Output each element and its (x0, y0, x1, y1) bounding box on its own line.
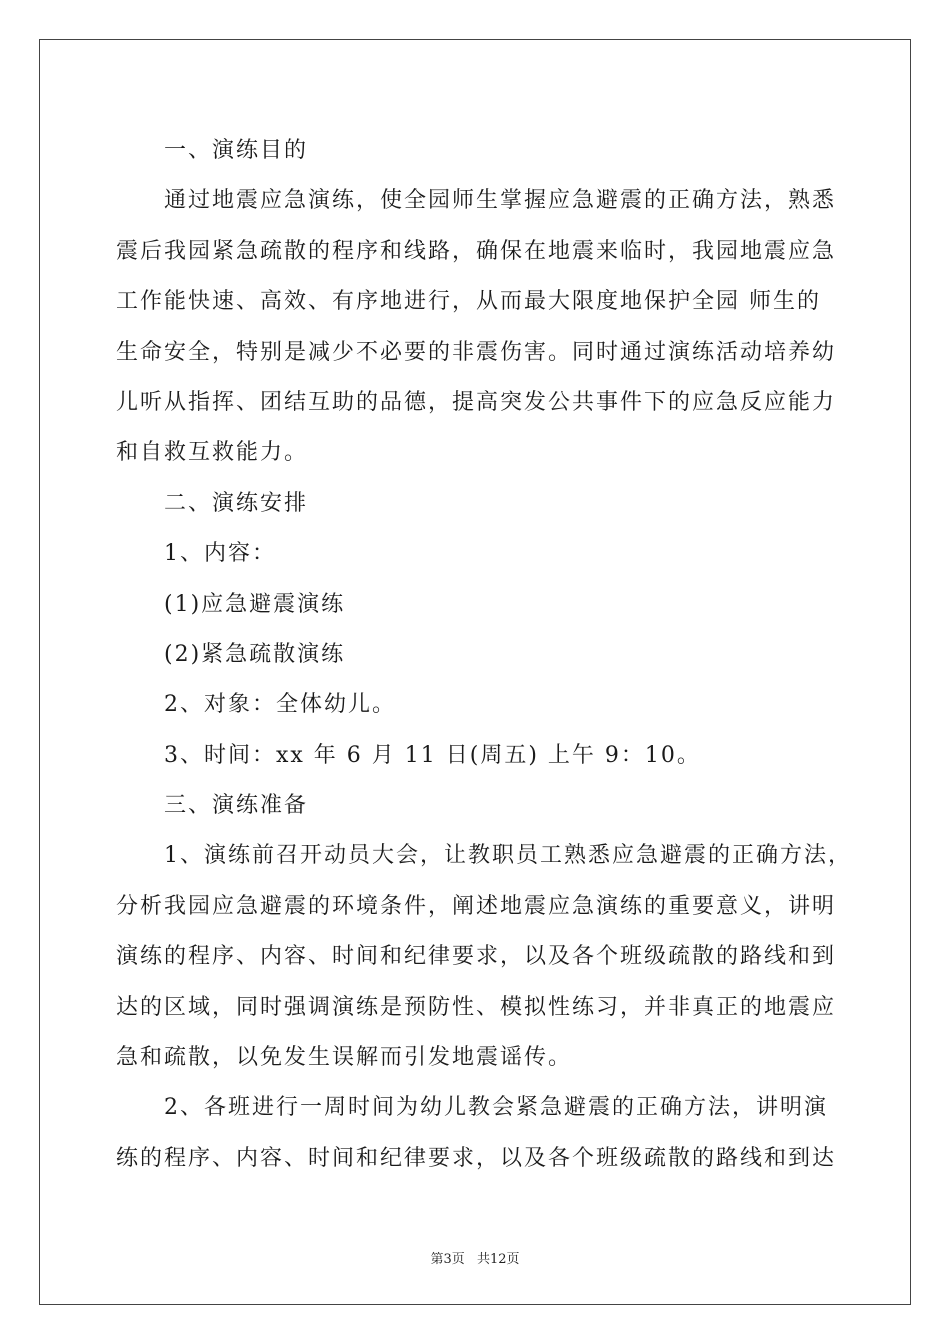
paragraph-line: 通过地震应急演练，使全园师生掌握应急避震的正确方法，熟悉 (164, 188, 837, 214)
list-item-time: 3、时间：xx 年 6 月 11 日(周五) 上午 9：10。 (164, 742, 701, 768)
list-item-sub: (1)应急避震演练 (164, 591, 346, 617)
paragraph-line: 达的区域，同时强调演练是预防性、模拟性练习，并非真正的地震应 (116, 994, 837, 1020)
page-footer (0, 1248, 950, 1267)
paragraph-line: 2、各班进行一周时间为幼儿教会紧急避震的正确方法，讲明演 (164, 1095, 828, 1121)
paragraph-line: 儿听从指挥、团结互助的品德，提高突发公共事件下的应急反应能力 (116, 389, 837, 415)
heading-drill-preparation: 三、演练准备 (164, 793, 309, 819)
paragraph-line: 震后我园紧急疏散的程序和线路，确保在地震来临时，我园地震应急 (116, 238, 837, 264)
paragraph-line: 分析我园应急避震的环境条件，阐述地震应急演练的重要意义，讲明 (116, 893, 837, 919)
list-item-sub: (2)紧急疏散演练 (164, 641, 346, 667)
heading-drill-arrangement: 二、演练安排 (164, 490, 309, 516)
list-item-content: 1、内容： (164, 541, 276, 567)
page-total: 共12页 (476, 1252, 520, 1267)
paragraph-line: 生命安全，特别是减少不必要的非震伤害。同时通过演练活动培养幼 (116, 339, 837, 365)
document-body (116, 126, 852, 1184)
page-number: 第3页 (430, 1252, 465, 1267)
paragraph-line: 演练的程序、内容、时间和纪律要求，以及各个班级疏散的路线和到 (116, 944, 837, 970)
list-item-target: 2、对象：全体幼儿。 (164, 692, 396, 718)
paragraph-line: 1、演练前召开动员大会，让教职员工熟悉应急避震的正确方法， (164, 843, 852, 869)
paragraph-line: 急和疏散，以免发生误解而引发地震谣传。 (116, 1045, 573, 1071)
paragraph-line: 和自救互救能力。 (116, 440, 309, 466)
paragraph-line: 练的程序、内容、时间和纪律要求，以及各个班级疏散的路线和到达 (116, 1145, 837, 1171)
heading-drill-purpose: 一、演练目的 (164, 138, 309, 163)
paragraph-line: 工作能快速、高效、有序地进行，从而最大限度地保护全园 师生的 (116, 289, 821, 315)
